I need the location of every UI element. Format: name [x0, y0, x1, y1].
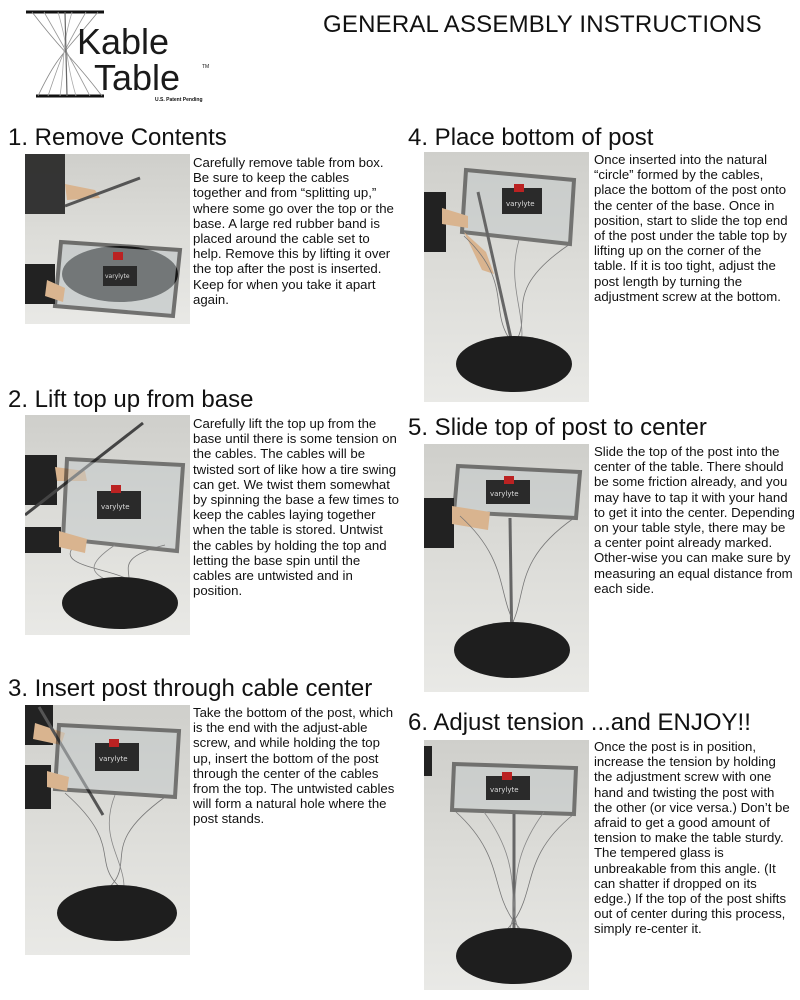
- step-3-title: 3. Insert post through cable center: [8, 675, 373, 702]
- step-2-title: 2. Lift top up from base: [8, 386, 254, 413]
- step-1-text: Carefully remove table from box. Be sure to keep the cables together and from “splitting up,” where some go over the top or the base. A large red rubber band is placed around the cable set to help. Remove this by lifting it over the top after the post is inserted. Keep for when you take it apart again.: [193, 155, 394, 307]
- step-4-title: 4. Place bottom of post: [408, 124, 654, 151]
- photo-5-brand-label: varylyte: [490, 490, 519, 498]
- step-4-text: Once inserted into the natural “circle” formed by the cables, place the bottom of the post onto the center of the base. Once in position, start to slide the top end of the post under the table top by lifting up on the corner of the table. If it is too tight, adjust the post length by turning the adjustment screw at the bottom.: [594, 152, 788, 304]
- step-6-title: 6. Adjust tension ...and ENJOY!!: [408, 709, 751, 736]
- step-2-photo: [25, 415, 190, 635]
- step-1-photo: [25, 154, 190, 324]
- logo-word-table: Table: [94, 57, 181, 98]
- step-2-text: Carefully lift the top up from the base until there is some tension on the cables. The cables will be twisted sort of like how a tire swing can get. We twist them somewhat by spinning the base a few times to keep the cables laying together when the table is stored. Untwist the cables by holding the top and letting the base spin until the cables are untwisted and in position.: [193, 416, 399, 599]
- step-5-title: 5. Slide top of post to center: [408, 414, 707, 441]
- page-title: GENERAL ASSEMBLY INSTRUCTIONS: [323, 11, 762, 38]
- photo-6-brand-label: varylyte: [490, 786, 519, 794]
- patent-notice: U.S. Patent Pending: [155, 97, 203, 103]
- logo-word-kable: Kable: [77, 21, 170, 62]
- step-6-text: Once the post is in position, increase the tension by holding the adjustment screw with one hand and twisting the post with the other (or vice versa.) Don’t be afraid to get a good amount of tension to make the table sturdy. The tempered glass is unbreakable from this angle. (It can shatter if dropped on its edge.) If the top of the post shifts out of center during this process, simply re-center it.: [594, 739, 790, 937]
- step-3-text: Take the bottom of the post, which is the end with the adjust-able screw, and while holding the top up, insert the bottom of the post through the center of the cables from the top. The untwisted cables will form a natural hole where the post stands.: [193, 705, 395, 827]
- photo-3-brand-label: varylyte: [99, 755, 128, 763]
- step-1-title: 1. Remove Contents: [8, 124, 227, 151]
- photo-2-brand-label: varylyte: [101, 503, 130, 511]
- step-6-photo: [424, 740, 589, 990]
- kable-table-logo: [24, 10, 214, 102]
- photo-4-brand-label: varylyte: [506, 200, 535, 208]
- step-5-photo: [424, 444, 589, 692]
- logo-trademark: TM: [202, 64, 210, 70]
- step-5-text: Slide the top of the post into the center of the table. There should be some friction already, and you may have to tap it with your hand to get it into the center. Depending on your table style, there may be a center point already marked. Other-wise you can make sure by measuring an equal distance from each side.: [594, 444, 795, 596]
- photo-1-brand-label: varylyte: [105, 273, 130, 280]
- step-3-photo: [25, 705, 190, 955]
- step-4-photo: [424, 152, 589, 402]
